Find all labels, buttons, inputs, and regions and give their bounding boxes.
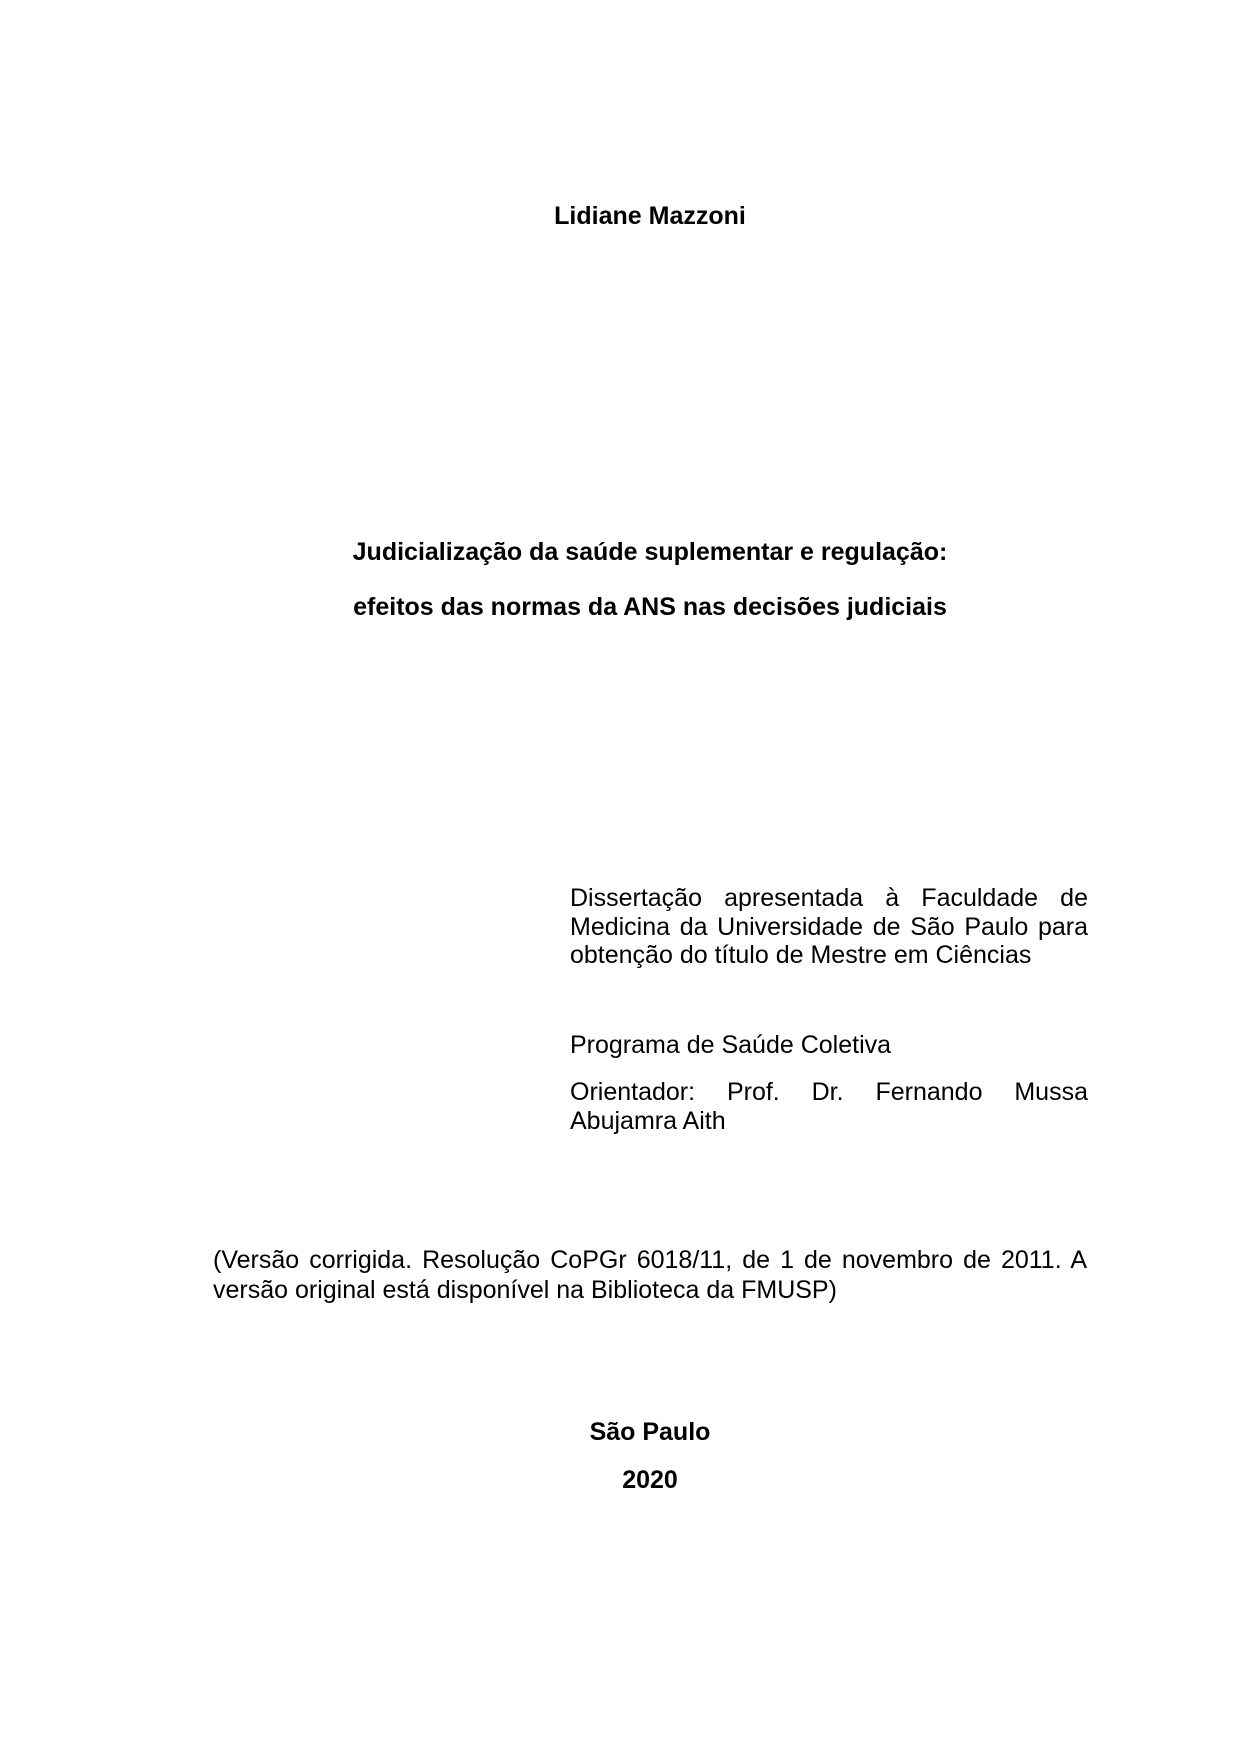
advisor-line-1: Orientador: Prof. Dr. Fernando Mussa [570, 1078, 1088, 1106]
dissertation-presentation-note [570, 884, 1088, 970]
version-note-line-2: versão original está disponível na Biblioteca da FMUSP) [213, 1276, 837, 1304]
advisor [570, 1078, 1088, 1135]
advisor-line-2: Abujamra Aith [570, 1106, 726, 1135]
version-note-line-1: (Versão corrigida. Resolução CoPGr 6018/11, de 1 de novembro de 2011. A [213, 1246, 1087, 1274]
dissertation-note-line-3: obtenção do título de Mestre em Ciências [570, 941, 1032, 969]
corrected-version-note [213, 1245, 1087, 1305]
dissertation-note-line-1: Dissertação apresentada à Faculdade de [570, 884, 1088, 912]
author-name: Lidiane Mazzoni [554, 202, 746, 230]
graduate-program: Programa de Saúde Coletiva [570, 1031, 892, 1059]
thesis-title-line-2: efeitos das normas da ANS nas decisões judiciais [353, 593, 947, 621]
dissertation-note-line-2: Medicina da Universidade de São Paulo para [570, 912, 1088, 941]
year: 2020 [622, 1466, 678, 1494]
city: São Paulo [589, 1418, 711, 1446]
thesis-title-line-1: Judicialização da saúde suplementar e regulação: [352, 538, 948, 566]
